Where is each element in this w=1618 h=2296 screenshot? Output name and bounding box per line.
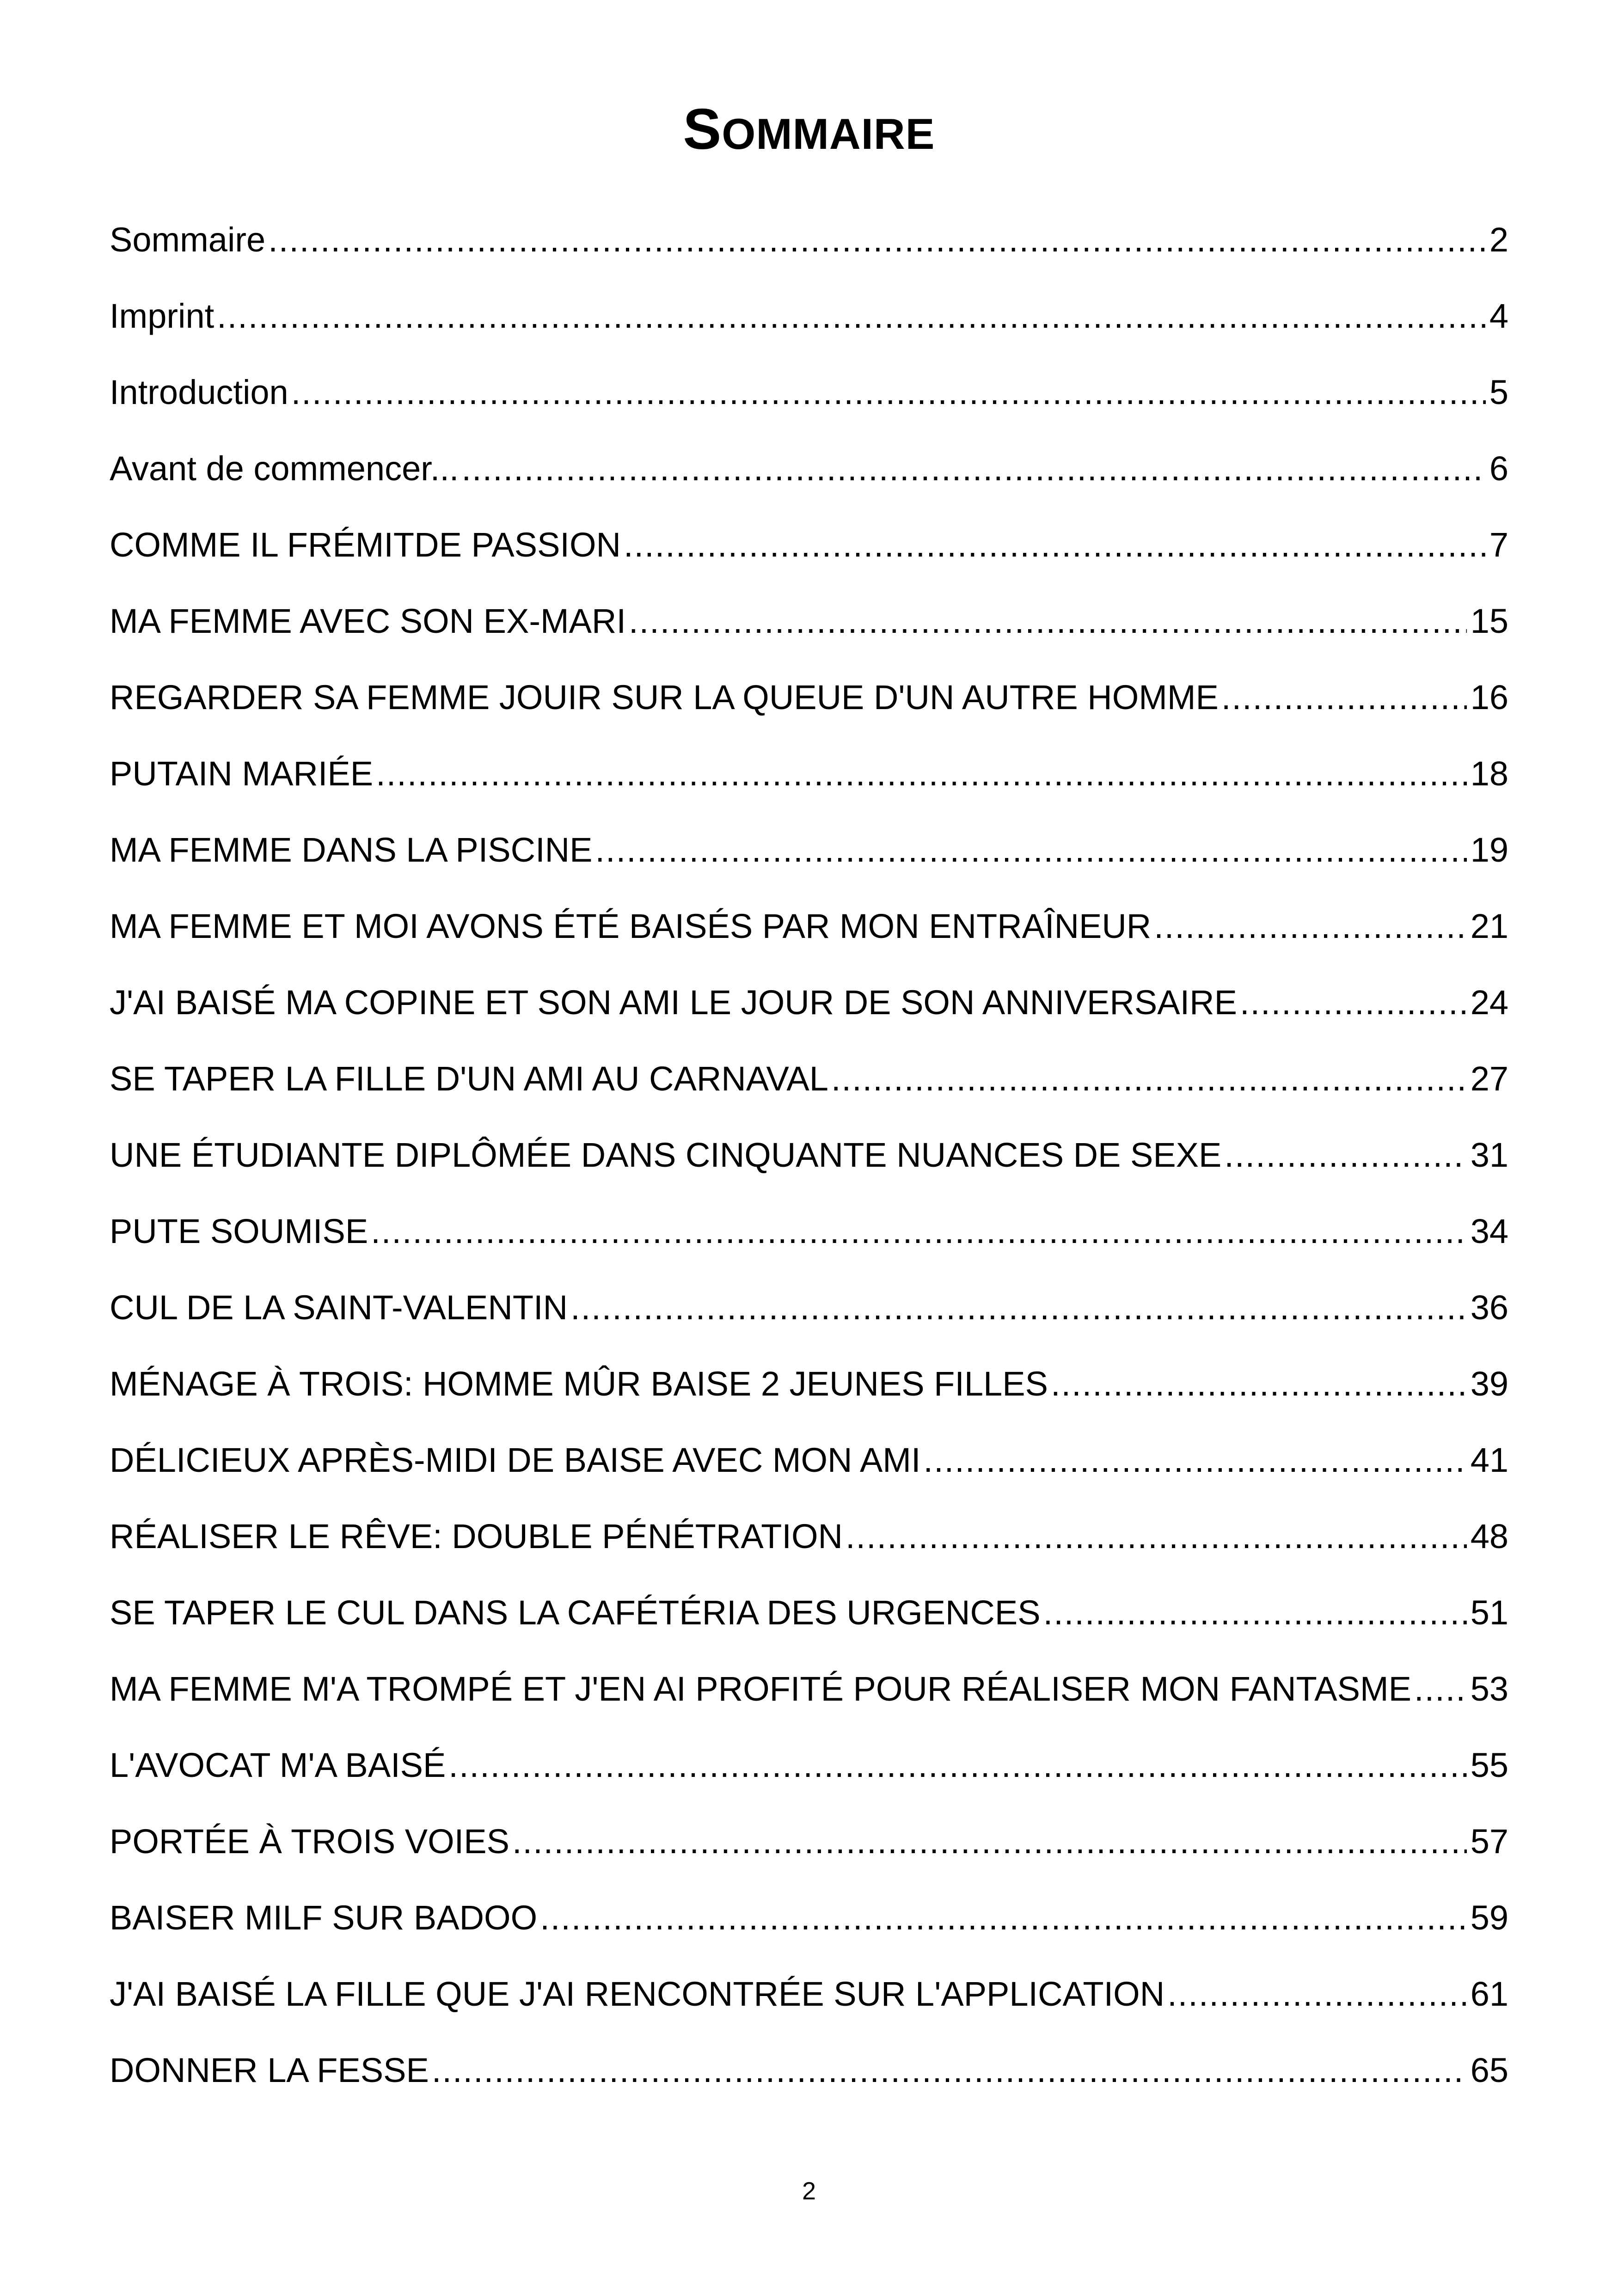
toc-entry-label: COMME IL FRÉMITDE PASSION bbox=[110, 525, 621, 564]
toc-entry-label: Avant de commencer... bbox=[110, 449, 459, 488]
toc-dot-leader bbox=[1414, 1668, 1467, 1710]
toc-entry-page: 59 bbox=[1470, 1898, 1508, 1937]
toc-dot-leader bbox=[512, 1821, 1467, 1862]
toc-entry-page: 7 bbox=[1489, 525, 1508, 564]
toc-dot-leader bbox=[461, 448, 1485, 490]
toc-dot-leader bbox=[291, 372, 1486, 413]
toc-entry-page: 65 bbox=[1470, 2051, 1508, 2089]
toc-dot-leader bbox=[846, 1516, 1467, 1557]
toc-entry-page: 55 bbox=[1470, 1745, 1508, 1784]
toc-entry-label: BAISER MILF SUR BADOO bbox=[110, 1898, 538, 1937]
toc-entry-page: 24 bbox=[1470, 983, 1508, 1022]
toc-entry[interactable] bbox=[110, 812, 1508, 888]
toc-entry-label: L'AVOCAT M'A BAISÉ bbox=[110, 1745, 446, 1784]
toc-entry-label: MÉNAGE À TROIS: HOMME MÛR BAISE 2 JEUNES FILLES bbox=[110, 1364, 1048, 1403]
toc-entry[interactable] bbox=[110, 1498, 1508, 1574]
toc-entry-page: 36 bbox=[1470, 1288, 1508, 1327]
toc-entry-label: Imprint bbox=[110, 296, 215, 335]
toc-entry-page: 19 bbox=[1470, 830, 1508, 869]
toc-entry[interactable] bbox=[110, 1193, 1508, 1269]
toc-entry[interactable] bbox=[110, 202, 1508, 278]
toc-entry-label: MA FEMME AVEC SON EX-MARI bbox=[110, 601, 626, 640]
toc-entry-page: 2 bbox=[1489, 220, 1508, 259]
toc-dot-leader bbox=[1043, 1592, 1467, 1634]
toc-dot-leader bbox=[448, 1745, 1466, 1786]
toc-dot-leader bbox=[1051, 1363, 1467, 1405]
toc-entry-page: 41 bbox=[1470, 1440, 1508, 1479]
toc-entry[interactable] bbox=[110, 735, 1508, 812]
toc-entry-label: SE TAPER LE CUL DANS LA CAFÉTÉRIA DES URGENCES bbox=[110, 1593, 1041, 1632]
toc-dot-leader bbox=[629, 600, 1467, 642]
toc-entry[interactable] bbox=[110, 659, 1508, 735]
toc-entry-label: REGARDER SA FEMME JOUIR SUR LA QUEUE D'UN AUTRE HOMME bbox=[110, 678, 1219, 716]
page-title bbox=[0, 95, 1618, 164]
toc-entry[interactable] bbox=[110, 888, 1508, 964]
page-title-rest: OMMAIRE bbox=[722, 110, 935, 158]
toc-entry-page: 57 bbox=[1470, 1822, 1508, 1861]
toc-entry-label: J'AI BAISÉ MA COPINE ET SON AMI LE JOUR DE SON ANNIVERSAIRE bbox=[110, 983, 1237, 1022]
toc-entry-label: PORTÉE À TROIS VOIES bbox=[110, 1822, 509, 1861]
toc-entry-label: DÉLICIEUX APRÈS-MIDI DE BAISE AVEC MON AMI bbox=[110, 1440, 921, 1479]
toc-entry-label: MA FEMME DANS LA PISCINE bbox=[110, 830, 593, 869]
toc-dot-leader bbox=[1240, 982, 1467, 1023]
toc-entry[interactable] bbox=[110, 1956, 1508, 2032]
toc-entry[interactable] bbox=[110, 1803, 1508, 1880]
toc-entry-page: 5 bbox=[1489, 373, 1508, 411]
toc-dot-leader bbox=[924, 1439, 1467, 1481]
toc-entry-label: PUTAIN MARIÉE bbox=[110, 754, 374, 793]
toc-entry[interactable] bbox=[110, 1346, 1508, 1422]
toc-entry-page: 53 bbox=[1470, 1669, 1508, 1708]
toc-dot-leader bbox=[1167, 1973, 1467, 2015]
toc-dot-leader bbox=[268, 219, 1486, 261]
toc-entry-page: 21 bbox=[1470, 906, 1508, 945]
toc-entry[interactable] bbox=[110, 1041, 1508, 1117]
toc-entry-label: SE TAPER LA FILLE D'UN AMI AU CARNAVAL bbox=[110, 1059, 828, 1098]
toc-entry-label: Introduction bbox=[110, 373, 288, 411]
toc-dot-leader bbox=[831, 1058, 1467, 1100]
toc-entry[interactable] bbox=[110, 1269, 1508, 1346]
toc-entry-page: 39 bbox=[1470, 1364, 1508, 1403]
toc-entry-page: 48 bbox=[1470, 1517, 1508, 1555]
toc-dot-leader bbox=[1224, 1134, 1466, 1176]
toc-entry-label: UNE ÉTUDIANTE DIPLÔMÉE DANS CINQUANTE NUANCES DE SEXE bbox=[110, 1135, 1222, 1174]
toc-entry-label: DONNER LA FESSE bbox=[110, 2051, 429, 2089]
toc-dot-leader bbox=[595, 829, 1466, 871]
toc-entry-label: Sommaire bbox=[110, 220, 266, 259]
table-of-contents bbox=[110, 202, 1508, 2108]
toc-dot-leader bbox=[1154, 906, 1466, 947]
toc-dot-leader bbox=[376, 753, 1467, 795]
toc-dot-leader bbox=[540, 1897, 1467, 1939]
toc-entry-page: 6 bbox=[1489, 449, 1508, 488]
toc-dot-leader bbox=[432, 2050, 1467, 2091]
toc-entry-label: PUTE SOUMISE bbox=[110, 1212, 368, 1250]
toc-entry-page: 34 bbox=[1470, 1212, 1508, 1250]
toc-entry-page: 51 bbox=[1470, 1593, 1508, 1632]
toc-entry[interactable] bbox=[110, 1880, 1508, 1956]
toc-entry[interactable] bbox=[110, 278, 1508, 354]
toc-entry[interactable] bbox=[110, 354, 1508, 430]
toc-entry-page: 16 bbox=[1470, 678, 1508, 716]
toc-entry-label: RÉALISER LE RÊVE: DOUBLE PÉNÉTRATION bbox=[110, 1517, 843, 1555]
toc-entry-page: 4 bbox=[1489, 296, 1508, 335]
toc-entry-label: CUL DE LA SAINT-VALENTIN bbox=[110, 1288, 568, 1327]
toc-entry[interactable] bbox=[110, 430, 1508, 507]
toc-entry[interactable] bbox=[110, 507, 1508, 583]
toc-entry-page: 31 bbox=[1470, 1135, 1508, 1174]
toc-dot-leader bbox=[217, 295, 1486, 337]
toc-dot-leader bbox=[570, 1287, 1467, 1329]
toc-entry[interactable] bbox=[110, 1727, 1508, 1803]
toc-entry-page: 15 bbox=[1470, 601, 1508, 640]
toc-entry[interactable] bbox=[110, 1574, 1508, 1651]
toc-entry[interactable] bbox=[110, 964, 1508, 1041]
toc-entry-label: MA FEMME ET MOI AVONS ÉTÉ BAISÉS PAR MON ENTRAÎNEUR bbox=[110, 906, 1152, 945]
toc-dot-leader bbox=[624, 524, 1486, 566]
toc-entry-page: 61 bbox=[1470, 1974, 1508, 2013]
toc-entry-label: MA FEMME M'A TROMPÉ ET J'EN AI PROFITÉ POUR RÉALISER MON FANTASME bbox=[110, 1669, 1412, 1708]
toc-entry[interactable] bbox=[110, 1117, 1508, 1193]
toc-entry[interactable] bbox=[110, 1422, 1508, 1498]
toc-entry[interactable] bbox=[110, 2032, 1508, 2108]
page-title-initial: S bbox=[683, 98, 722, 161]
toc-entry-page: 27 bbox=[1470, 1059, 1508, 1098]
toc-entry-label: J'AI BAISÉ LA FILLE QUE J'AI RENCONTRÉE SUR L'APPLICATION bbox=[110, 1974, 1165, 2013]
toc-entry-page: 18 bbox=[1470, 754, 1508, 793]
toc-dot-leader bbox=[1221, 677, 1467, 718]
toc-dot-leader bbox=[371, 1211, 1466, 1252]
toc-entry[interactable] bbox=[110, 583, 1508, 659]
page-number: 2 bbox=[802, 2177, 816, 2205]
toc-entry[interactable] bbox=[110, 1651, 1508, 1727]
